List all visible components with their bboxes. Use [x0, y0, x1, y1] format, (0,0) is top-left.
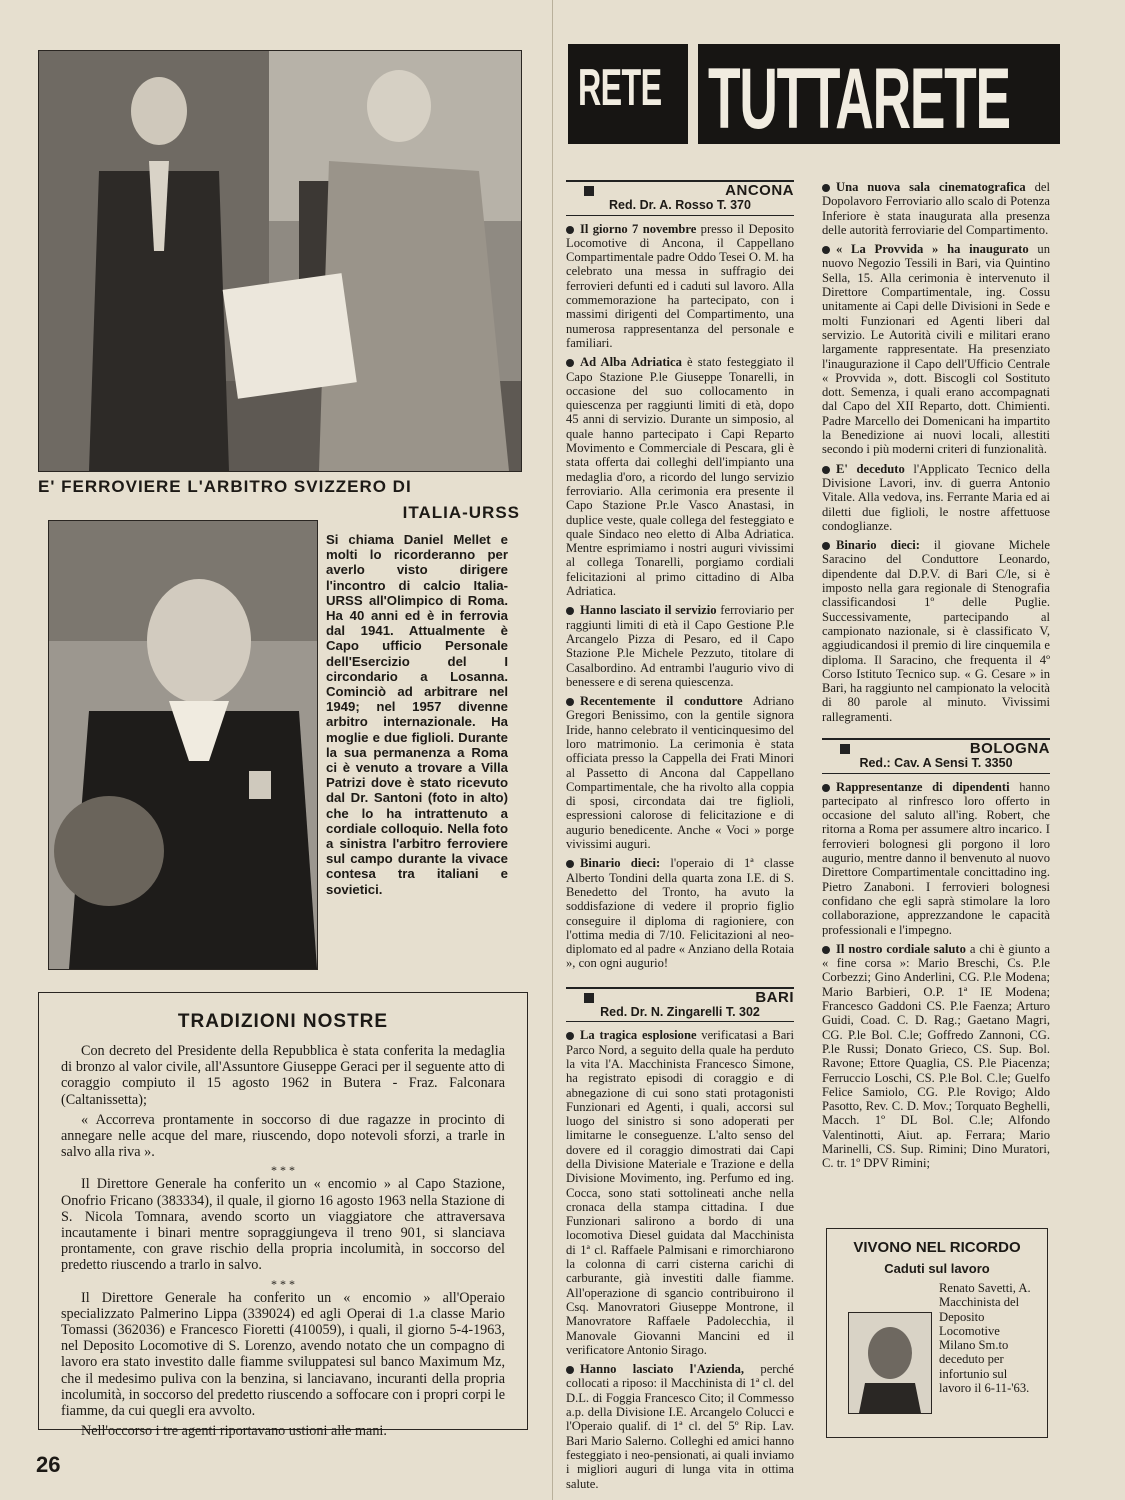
news-item-text: hanno partecipato al rinfresco loro offerto in occasione del saluto all'ing. Robert, che ritorna a Roma per assumere altro incarico. I ferrovieri bolognesi gli porgono il loro augurio, mentre danno il benvenuto al nuovo Direttore Compartimentale concittadino ing. Pietro Zanaboni. I ferrovieri bolognesi confidano che egli saprà stimolare la loro collaborazione, apprezzandone le capacità professionali e l'impegno. [822, 779, 1050, 937]
news-item-text: perché collocati a riposo: il Macchinista di 1ª cl. del D.L. di Foggia Francesco Cito; il Commesso a.p. della Divisione I.E. Arcangelo Colucci e l'Operaio qualif. di 1ª cl. del 5º Rip. Lav. Bari Mario Salerno. Colleghi ed amici hanno festeggiato i neo-pensionati, ai quali inviamo i migliori auguri di lunga vita in ottima salute. [566, 1362, 794, 1491]
section-separator-stars: * * * [271, 1276, 295, 1291]
tradizioni-paragraph: Con decreto del Presidente della Repubblica è stata conferita la medaglia di bronzo al valor civile, all'Assuntore Giuseppe Geraci per il seguente atto di coraggio compiuto il 15 agosto 1962 in Butera - Fraz. Falconara (Caltanissetta); [61, 1043, 505, 1108]
photo-meeting-image [39, 51, 521, 471]
referee-article-text: Si chiama Daniel Mellet e molti lo ricorderanno per averlo visto dirigere l'incontro di calcio Italia-URSS all'Olimpico di Roma. Ha 40 anni ed è in ferrovia dal 1941. Attualmente è Capo ufficio Personale dell'Esercizio del I circondario a Losanna. Cominciò ad arbitrare nel 1949; nel 1957 divenne arbitro internazionale. Ha moglie e due figlioli. Durante la sua permanenza a Roma ci è venuto a trovare a Villa Patrizi dove è stato ricevuto dal Dr. Santoni (foto in alto) che lo ha intrattenuto a cordiale colloquio. Nella foto a sinistra l'arbitro ferroviere sul campo durante la vivace contesa tra italiani e sovietici. [326, 532, 508, 897]
section-editor: Red. Dr. A. Rosso T. 370 [609, 198, 751, 213]
photo-portrait [848, 1312, 932, 1414]
tradizioni-title: TRADIZIONI NOSTRE [177, 1011, 389, 1032]
news-item [822, 462, 1050, 533]
news-item-lead: E' deceduto [836, 461, 905, 476]
referee-headline-line2: ITALIA-URSS [402, 503, 520, 522]
bullet-icon [566, 226, 574, 234]
bullet-icon [566, 359, 574, 367]
section-city: ANCONA [725, 182, 794, 199]
news-item-text: il giovane Michele Saracino del Conduttore Leonardo, dipendente dal D.P.V. di Bari C/le, si è imposto nella gara regionale di Stenografia classificandosi 1º delle Puglie. Successivamente, partecipando al campionato nazionale, si è classificato V, aggiudicandosi il premio di lire cinquemila e diploma. Il Saracino, che frequenta il 4º Corso Istituto Tecnico sup. « G. Cesare » in Bari, ha raggiunto nel campionato la velocità di 80 parole al minuto. Vivissimi rallegramenti. [822, 538, 1050, 724]
bullet-icon [566, 607, 574, 615]
photo-meeting [38, 50, 522, 472]
news-item-lead: La tragica esplosione [580, 1028, 697, 1043]
news-item [566, 694, 794, 851]
bullet-icon [566, 698, 574, 706]
news-item [822, 942, 1050, 1171]
news-item-lead: « La Provvida » ha inaugurato [836, 242, 1029, 257]
referee-headline-line1: E' FERROVIERE L'ARBITRO SVIZZERO DI [38, 477, 412, 496]
section-editor: Red.: Cav. A Sensi T. 3350 [859, 756, 1013, 771]
bullet-icon [822, 542, 830, 550]
news-item-lead: Hanno lasciato l'Azienda, [580, 1362, 745, 1377]
news-item-lead: Ad Alba Adriatica [580, 355, 682, 370]
news-item-lead: Il giorno 7 novembre [580, 221, 697, 236]
section-city: BOLOGNA [969, 739, 1050, 757]
tradizioni-paragraph: « Accorreva prontamente in soccorso di due ragazze in procinto di annegare nelle acque del mare, riuscendo, dopo notevoli sforzi, a trarle in salvo alla riva ». [61, 1111, 505, 1161]
section-separator-stars: * * * [271, 1163, 295, 1178]
news-item-lead: Una nuova sala cinematografica [836, 180, 1026, 194]
news-item-lead: Il nostro cordiale saluto [836, 941, 966, 956]
banner-separator [688, 44, 698, 144]
bullet-icon [822, 784, 830, 792]
bullet-icon [566, 1366, 574, 1374]
news-item-text: è stato festeggiato il Capo Stazione P.le Giuseppe Tonarelli, in occasione del suo collocamento in quiescenza per raggiunti limiti di età, dopo 45 anni di servizio. Durante un simposio, al quale hanno partecipato i Capi Reparto Movimento e Commerciale di Pescara, gli è stata offerta dai colleghi dell'impianto una medaglia d'oro, a ricordo del lungo servizio ferroviario. Alla cerimonia era presente il Capo Stazione Pr.le Vasco Anastasi, in duplice veste, quale collega del festeggiato e quale Sindaco neo eletto di Alba Adriatica. Mentre esprimiamo i nostri auguri vivissimi al collega Tonarelli, porgiamo cordiali felicitazioni al primo cittadino di Alba Adriatica. [566, 355, 794, 599]
square-bullet-icon [584, 993, 594, 1003]
square-bullet-icon [840, 744, 850, 754]
section-city: BARI [755, 988, 794, 1006]
tradizioni-box [38, 992, 528, 1440]
memorial-subtitle: Caduti sul lavoro [884, 1261, 990, 1276]
news-item-lead: Binario dieci: [580, 856, 661, 871]
news-item-text: verificatasi a Bari Parco Nord, a seguito della quale ha perduto la vita l'A. Macchinista Francesco Simone, ha registrato episodi di coraggio e di abnegazione di cui sono stati protagonisti Funzionari ed Agenti, i quali, accorsi sul luogo del sinistro si sono adoperati per limitarne le conseguenze. L'alto senso del dovere ed il coraggio dimostrati dai Capi della Divisione Materiale e Trazione e della Divisione Movimento, ing. Perfumo ed ing. Cocca, sono stati sottolineati anche nella cronaca della stampa cittadina. I due Funzionari salirono a bordo di una locomotiva Diesel guidata dal Macchinista di 1ª cl. Raffaele Palmisani e rimorchiarono la colonna di carri cisterna carichi di carburante, già investiti dalle fiamme. All'operazione di sgancio contribuirono il Csq. Manovratori Giuseppe Montrone, il Manovratore Raffaele Padolecchia, il Manovale Giovanni Mancini ed il verificatore Antonio Sirago. [566, 1028, 794, 1357]
news-item-text: l'operaio di 1ª classe Alberto Tondini della quarta zona I.E. di S. Benedetto del Tronto, ha avuto la soddisfazione di vedere il proprio figlio conseguire il diploma di ragioniere, con l'ottima media di 7/10. Felicitazioni al neo-diplomato ed al padre « Anziano della Rotaia », con ogni augurio! [566, 856, 795, 971]
tradizioni-paragraph: Il Direttore Generale ha conferito un « encomio » al Capo Stazione, Onofrio Fricano (383334), il quale, il giorno 16 agosto 1963 nella Stazione di S. Nicola Tomnara, avendo scorto un viaggiatore che attraversava incautamente i binari mentre sopraggiungeva il treno 901, si slanciava prontamente, con grave rischio della propria incolumità, in soccorso del predetto riuscendo a trarlo in salvo. [61, 1176, 505, 1274]
news-item [566, 1028, 794, 1357]
news-item-lead: Hanno lasciato il servizio [580, 603, 717, 618]
news-item [822, 538, 1050, 724]
bullet-icon [566, 860, 574, 868]
tradizioni-paragraph: Il Direttore Generale ha conferito un « encomio » all'Operaio specializzato Palmerino Lippa (339024) ed agli Operai di 1.a classe Mario Tomassi (362036) e Francesco Fioretti (410059), i quali, il giorno 5-4-1963, nel Deposito Locomotive di S. Lorenzo, avendo notato che un compagno di lavoro era stato investito dalle fiamme sviluppatesi sul banco Maximum Mz, che il medesimo puliva con la benzina, si lanciavano, incuranti della propria incolumità, in soccorso del predetto riuscendo a soffocare con i propri corpi le fiamme, da cui quegli era avvolto. [61, 1289, 505, 1420]
news-item [822, 242, 1050, 456]
tradizioni-paragraph: Nell'occorso i tre agenti riportavano ustioni alle mani. [81, 1423, 387, 1440]
news-item-text: un nuovo Negozio Tessili in Bari, via Quintino Sella, 15. Alla cerimonia è intervenuto il Direttore Compartimentale, ing. Cossu unitamente ai Capi delle Divisioni in Sede e molti Funzionari ed Agenti liberi dal servizio. Le Autorità civili e militari erano largamente rappresentate. Ha presenziato l'inaugurazione il Capo dell'Ufficio Centrale « Provvida », dott. Biscogli col Sostituto dott. Semenza, i quali erano accompagnati dal Capo del XII Reparto, dott. Chimienti. Padre Marcello dei Domenicani ha impartito la Benedizione ai nuovi locali, allestiti secondo i più moderni criteri di funzionalità. [822, 242, 1050, 457]
photo-portrait-image [849, 1313, 931, 1413]
news-item-lead: Rappresentanze di dipendenti [836, 779, 1010, 794]
section-header-bari [566, 987, 794, 1023]
banner-left-word: RETE [578, 59, 662, 117]
photo-referee-image [49, 521, 317, 969]
tuttarete-banner [568, 44, 1060, 147]
news-column-2 [822, 180, 1050, 1176]
page-gutter [552, 0, 553, 1500]
memorial-title: VIVONO NEL RICORDO [853, 1239, 1021, 1256]
square-bullet-icon [584, 186, 594, 196]
news-column-1 [566, 180, 794, 1496]
bullet-icon [566, 1032, 574, 1040]
news-item-lead: Binario dieci: [836, 538, 920, 553]
news-item [822, 780, 1050, 937]
news-item [566, 603, 794, 689]
news-item [566, 222, 794, 351]
bullet-icon [822, 466, 830, 474]
news-item [822, 180, 1050, 237]
photo-referee [48, 520, 318, 970]
news-item-lead: Recentemente il conduttore [580, 694, 743, 709]
news-item-text: ferroviario per raggiunti limiti di età il Capo Gestione P.le Arcangelo Pizza di Pesaro, ed il Capo Stazione P.le Michele Pezzuto, titolare di Casalbordino. Ad entrambi l'augurio vivo di benessere e di serena quiescenza. [566, 603, 794, 689]
banner-title: TUTTARETE [708, 51, 1010, 147]
page-number: 26 [36, 1452, 61, 1477]
news-item-text: Adriano Gregori Benissimo, con la gentile signora Iride, hanno celebrato il venticinquesimo del loro matrimonio. La cerimonia è stata officiata presso la Cappella dei Frati Minori al Passetto di Ancona dal Cappellano Compartimentale, che ha rivolto alla coppia di sposi, circondata dai tre figlioli, espressioni calorose di felicitazione e di augurio benedicente. Anche « Voci » porge vivissimi auguri. [566, 694, 794, 852]
news-item-text: a chi è giunto a « fine corsa »: Mario Breschi, Cs. P.le Corbezzi; Gino Anderlini, CG. P.le Modena; Mario Barbieri, O.P. 1ª IE Modena; Francesco Gaddoni CS. P.le Faenza; Arturo Guidi, Coad. C. D. Rag.; Gaetano Magri, CG. P.le Bol. C.le; Goffredo Zannoni, CG. P.le Russi; Donato Grieco, CS. Sup. Bol. Ravone; Ettore Quaglia, CS. P.le Piacenza; Ferruccio Loschi, CS. P.le Bol. C.le; Guelfo Felice Samiolo, CG. P.le Rovigo; Aldo Pasotto, Rev. C. D. Mov.; Torquato Beghelli, Macch. 1º DL Bol. C.le; Alfondo Valentinotti, Aiut. ap. Ferrara; Mario Marinelli, CS. Sup. Rimini; Dino Muratori, C. tr. 1º DPV Rimini; [822, 941, 1050, 1171]
bullet-icon [822, 184, 830, 192]
bullet-icon [822, 246, 830, 254]
bullet-icon [822, 946, 830, 954]
memorial-text: Renato Savetti, A. Macchinista del Deposito Locomotive Milano Sm.to deceduto per infortunio sul lavoro il 6-11-'63. [939, 1281, 1031, 1396]
news-item [566, 355, 794, 598]
news-item-text: presso il Deposito Locomotive di Ancona, il Cappellano Compartimentale padre Oddo Tesei O. M. ha celebrato una messa in suffragio dei ferrovieri defunti ed i caduti sul lavoro. Alla commemorazione ha partecipato, con i massimi dirigenti del Compartimento, una numerosa rappresentanza del personale e familiari. [566, 221, 794, 350]
news-item-text: l'Applicato Tecnico della Divisione Lavori, inv. di guerra Antonio Vitale. Alla vedova, ins. Ferrante Maria ed ai diletti due figlioli, le nostre affettuose condoglianze. [822, 461, 1050, 533]
section-editor: Red. Dr. N. Zingarelli T. 302 [600, 1005, 760, 1020]
news-item [566, 856, 794, 970]
section-header-ancona [566, 180, 794, 216]
news-item [566, 1362, 794, 1491]
referee-headline [38, 476, 520, 524]
section-header-bologna [822, 738, 1050, 774]
news-item-text: del Dopolavoro Ferroviario allo scalo di Potenza Inferiore è stata inaugurata alla presenza delle autorità ferroviarie del Compartimento. [822, 180, 1050, 237]
